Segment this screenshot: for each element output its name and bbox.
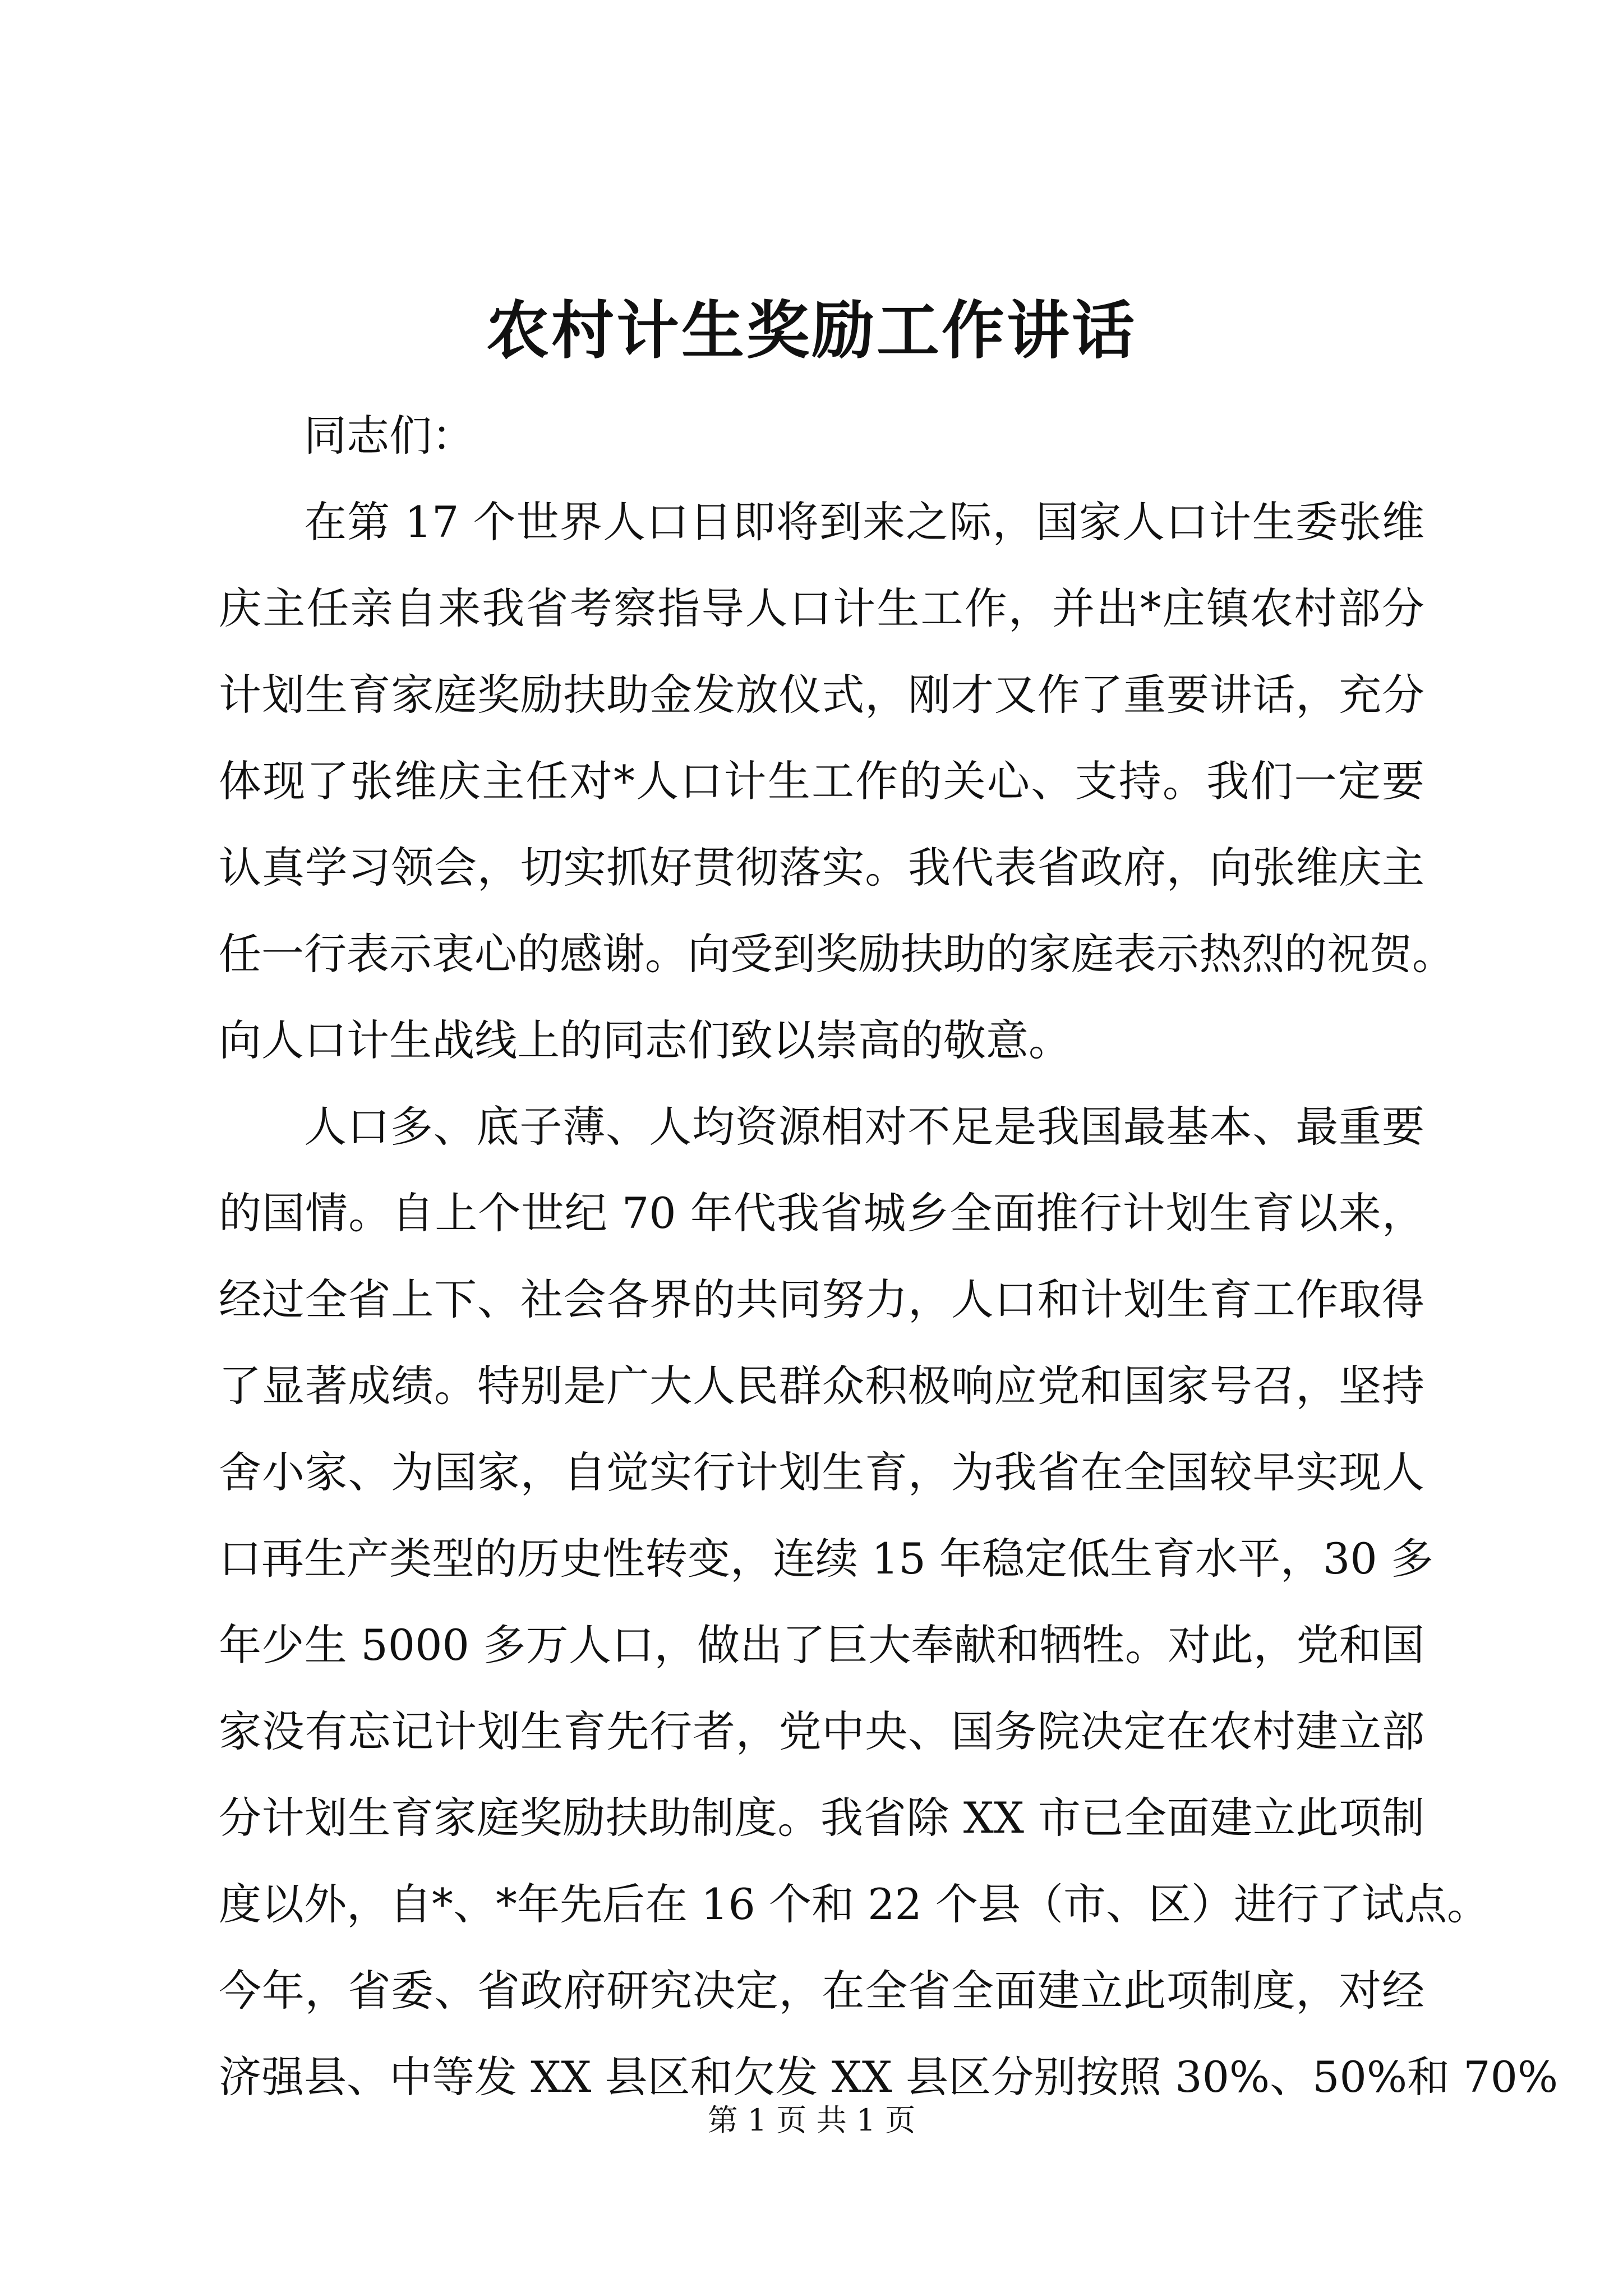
document-body [219, 393, 1559, 2120]
text-line: 舍小家、为国家，自觉实行计划生育，为我省在全国较早实现人 [219, 1447, 1424, 1497]
text-line: 在第 17 个世界人口日即将到来之际，国家人口计生委张维 [304, 497, 1424, 547]
text-line: 认真学习领会，切实抓好贯彻落实。我代表省政府，向张维庆主 [219, 843, 1424, 892]
text-line: 分计划生育家庭奖励扶助制度。我省除 XX 市已全面建立此项制 [219, 1793, 1424, 1843]
text-line: 向人口计生战线上的同志们致以崇高的敬意。 [219, 1015, 1071, 1065]
text-line: 口再生产类型的历史性转变，连续 15 年稳定低生育水平，30 多 [219, 1534, 1433, 1584]
document-title: 农村计生奖励工作讲话 [486, 294, 1137, 367]
page-footer: 第 1 页 共 1 页 [707, 2102, 916, 2138]
text-line: 的国情。自上个世纪 70 年代我省城乡全面推行计划生育以来， [219, 1188, 1424, 1238]
text-line: 同志们： [304, 411, 474, 461]
text-line: 家没有忘记计划生育先行者，党中央、国务院决定在农村建立部 [219, 1706, 1424, 1756]
text-line: 度以外，自*、*年先后在 16 个和 22 个县（市、区）进行了试点。 [219, 1879, 1490, 1929]
text-line: 体现了张维庆主任对*人口计生工作的关心、支持。我们一定要 [219, 756, 1424, 806]
text-line: 计划生育家庭奖励扶助金发放仪式，刚才又作了重要讲话，充分 [219, 670, 1424, 720]
text-line: 济强县、中等发 XX 县区和欠发 XX 县区分别按照 30%、50%和 70% [219, 2052, 1559, 2102]
text-line: 经过全省上下、社会各界的共同努力，人口和计划生育工作取得 [219, 1274, 1424, 1324]
text-line: 今年，省委、省政府研究决定，在全省全面建立此项制度，对经 [219, 1966, 1424, 2016]
text-line: 了显著成绩。特别是广大人民群众积极响应党和国家号召，坚持 [219, 1361, 1424, 1411]
text-line: 人口多、底子薄、人均资源相对不足是我国最基本、最重要 [304, 1102, 1424, 1152]
text-line: 庆主任亲自来我省考察指导人口计生工作，并出*庄镇农村部分 [219, 583, 1424, 633]
text-line: 年少生 5000 多万人口，做出了巨大奉献和牺牲。对此，党和国 [219, 1620, 1424, 1670]
text-line: 任一行表示衷心的感谢。向受到奖励扶助的家庭表示热烈的祝贺。 [219, 929, 1455, 979]
